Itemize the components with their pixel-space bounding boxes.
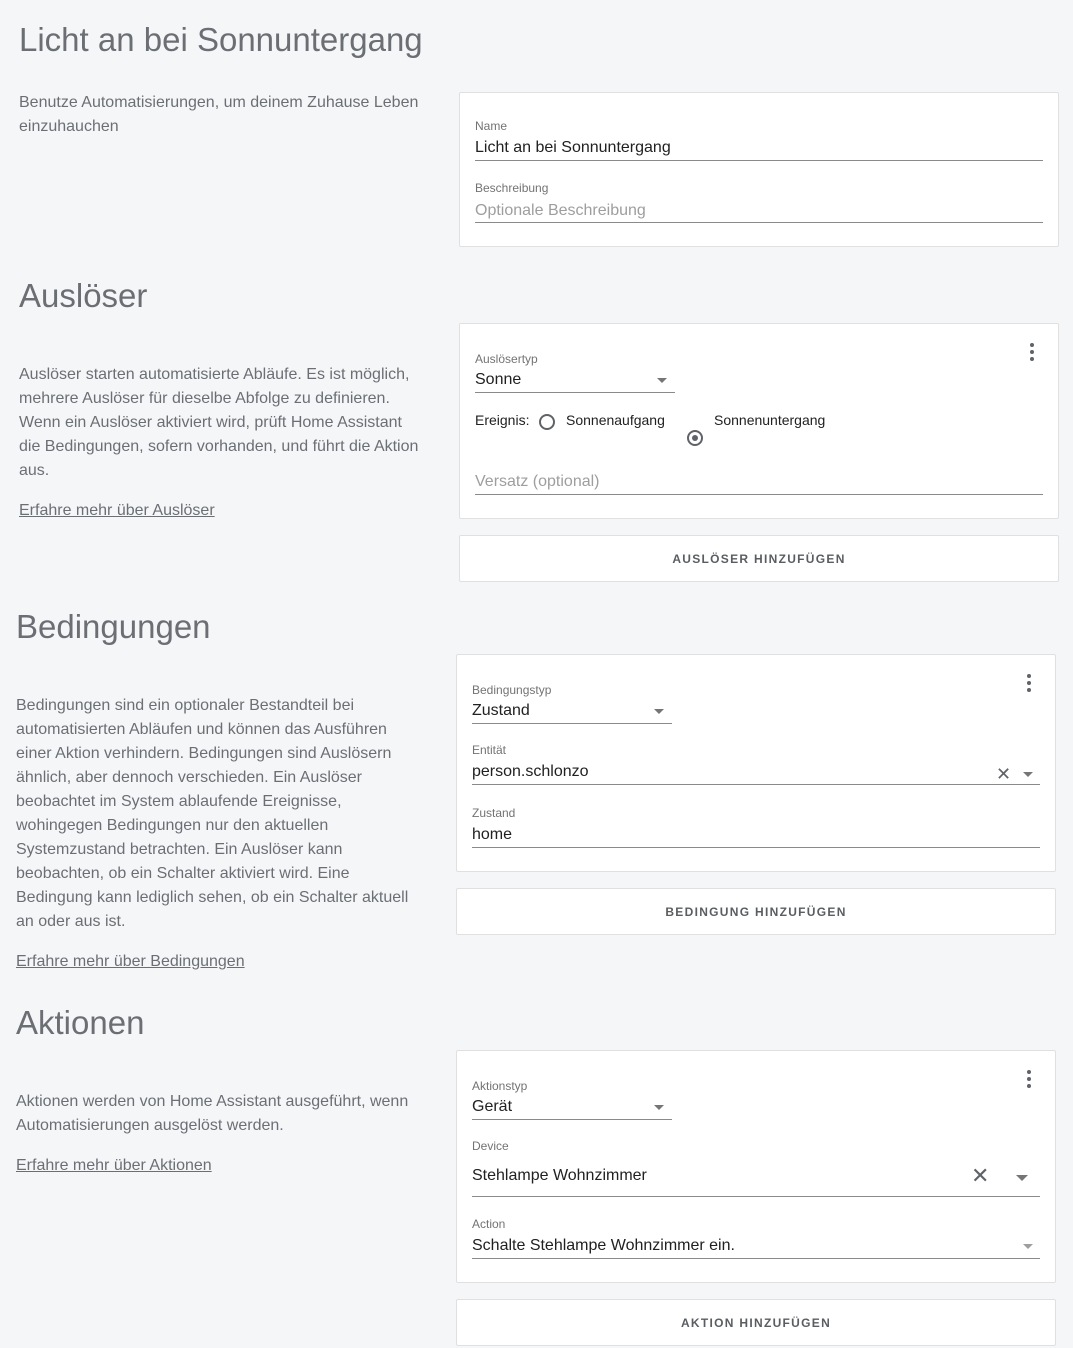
arrow-drop-down-icon[interactable] — [1023, 1244, 1033, 1249]
state-input[interactable]: home — [472, 826, 513, 843]
add-trigger-button[interactable]: AUSLÖSER HINZUFÜGEN — [459, 535, 1059, 582]
arrow-drop-down-icon — [654, 709, 664, 714]
more-vert-icon[interactable] — [1020, 340, 1044, 364]
more-vert-icon[interactable] — [1017, 1067, 1041, 1091]
radio-sunset-label: Sonnenuntergang — [714, 412, 826, 428]
action-type-value: Gerät — [472, 1098, 513, 1115]
close-icon[interactable]: ✕ — [996, 764, 1012, 784]
trigger-type-underline — [475, 392, 675, 393]
trigger-type-label: Auslösertyp — [475, 352, 538, 366]
name-label: Name — [475, 119, 508, 133]
action-card — [456, 1050, 1056, 1283]
close-icon[interactable]: ✕ — [971, 1163, 990, 1188]
condition-type-select[interactable] — [472, 702, 672, 724]
condition-type-value: Zustand — [472, 702, 530, 719]
device-underline — [472, 1196, 1040, 1197]
conditions-description: Bedingungen sind ein optionaler Bestandteil bei automatisierten Abläufen und können das Ausführen einer Aktion verhindern. Bedingungen sind Auslösern ähnlich, aber dennoch verschieden. Ein Auslöser beobachtet im System ablaufende Ereignisse, wohingegen Bedingungen nur den aktuellen Systemzustand betrachten. Ein Auslöser kann beobachten, ob ein Schalter aktiviert wird. Eine Bedingung kann lediglich sehen, ob ein Schalter aktuell an oder aus ist. — [16, 697, 409, 930]
condition-type-underline — [472, 723, 672, 724]
description-label: Beschreibung — [475, 181, 549, 195]
more-vert-icon[interactable] — [1017, 671, 1041, 695]
offset-input[interactable]: Versatz (optional) — [475, 473, 600, 490]
offset-underline — [475, 494, 1043, 495]
description-underline — [475, 222, 1043, 223]
arrow-drop-down-icon — [654, 1105, 664, 1110]
device-input[interactable]: Stehlampe Wohnzimmer — [472, 1167, 647, 1184]
triggers-description: Auslöser starten automatisierte Abläufe. Es ist möglich, mehrere Auslöser für dieselbe Abfolge zu definieren. Wenn ein Auslöser aktiviert wird, prüft Home Assistant die Bedingungen, sofern vorhanden, und führt die Aktion aus. — [19, 366, 419, 479]
actions-description: Aktionen werden von Home Assistant ausgeführt, wenn Automatisierungen ausgelöst werden. — [16, 1093, 409, 1134]
state-underline — [472, 847, 1040, 848]
action-select[interactable]: Schalte Stehlampe Wohnzimmer ein. — [472, 1237, 735, 1254]
conditions-learn-more-link[interactable]: Erfahre mehr über Bedingungen — [16, 953, 245, 970]
actions-learn-more-link[interactable]: Erfahre mehr über Aktionen — [16, 1157, 212, 1174]
arrow-drop-down-icon — [657, 378, 667, 383]
triggers-heading: Auslöser — [19, 277, 148, 314]
arrow-drop-down-icon[interactable] — [1023, 772, 1033, 777]
description-input[interactable]: Optionale Beschreibung — [475, 202, 646, 219]
condition-card — [456, 654, 1056, 872]
action-type-select[interactable] — [472, 1098, 672, 1120]
actions-heading: Aktionen — [16, 1004, 145, 1041]
page-title: Licht an bei Sonnuntergang — [19, 21, 423, 58]
entity-underline — [472, 784, 1040, 785]
entity-input[interactable]: person.schlonzo — [472, 763, 589, 780]
radio-sunrise-label: Sonnenaufgang — [566, 412, 665, 428]
trigger-type-value: Sonne — [475, 371, 522, 388]
add-action-button[interactable]: AKTION HINZUFÜGEN — [456, 1299, 1056, 1346]
arrow-drop-down-icon[interactable] — [1016, 1175, 1028, 1181]
device-label: Device — [472, 1139, 509, 1153]
entity-label: Entität — [472, 743, 507, 757]
name-input[interactable]: Licht an bei Sonnuntergang — [475, 139, 671, 156]
event-label: Ereignis: — [475, 412, 530, 428]
action-type-label: Aktionstyp — [472, 1079, 528, 1093]
radio-sunset[interactable] — [687, 430, 703, 446]
triggers-learn-more-link[interactable]: Erfahre mehr über Auslöser — [19, 502, 215, 519]
name-card — [459, 92, 1059, 247]
condition-type-label: Bedingungstyp — [472, 683, 552, 697]
state-label: Zustand — [472, 806, 516, 820]
action-underline — [472, 1258, 1040, 1259]
trigger-card — [459, 323, 1059, 519]
add-condition-button[interactable]: BEDINGUNG HINZUFÜGEN — [456, 888, 1056, 935]
trigger-type-select[interactable] — [475, 371, 675, 393]
conditions-heading: Bedingungen — [16, 608, 211, 645]
action-label: Action — [472, 1217, 506, 1231]
action-type-underline — [472, 1119, 672, 1120]
radio-sunrise[interactable] — [539, 414, 555, 430]
name-underline — [475, 160, 1043, 161]
intro-description: Benutze Automatisierungen, um deinem Zuhause Leben einzuhauchen — [19, 94, 419, 135]
